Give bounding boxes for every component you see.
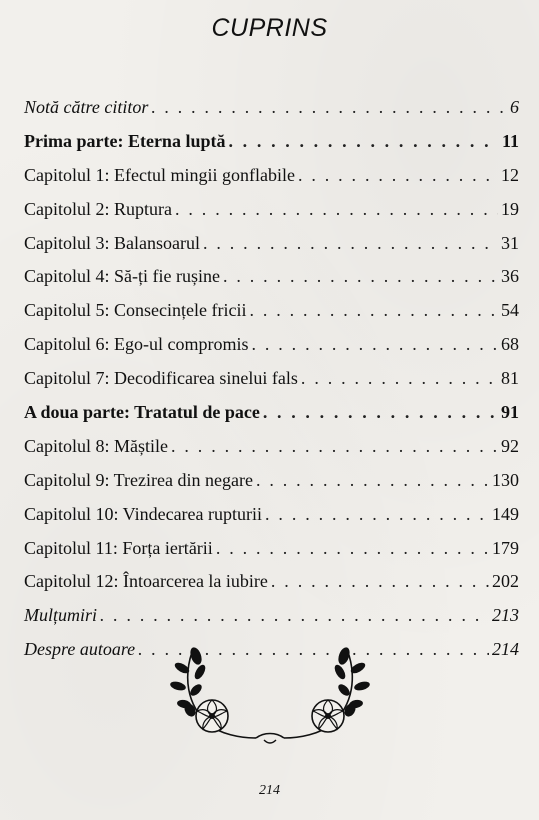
toc-entry-page: 19: [501, 198, 519, 219]
toc-entry[interactable]: [24, 504, 519, 538]
toc-entry-page: 54: [501, 300, 519, 321]
table-of-contents: [24, 97, 519, 673]
dot-leader: [301, 368, 498, 389]
floral-wreath-icon: [160, 646, 380, 746]
toc-entry-label: Prima parte: Eterna luptă: [24, 130, 226, 151]
dot-leader: [228, 131, 499, 152]
toc-entry-page: 68: [501, 334, 519, 355]
toc-entry-page: 214: [492, 639, 519, 660]
toc-entry-label: Capitolul 1: Efectul mingii gonflabile: [24, 164, 295, 185]
toc-entry-label: Capitolul 7: Decodificarea sinelui fals: [24, 368, 298, 389]
toc-entry-page: 36: [501, 266, 519, 287]
toc-entry[interactable]: [24, 470, 519, 504]
toc-entry[interactable]: [24, 368, 519, 402]
toc-entry-label: Capitolul 12: Întoarcerea la iubire: [24, 571, 268, 592]
dot-leader: [223, 266, 498, 287]
toc-entry-page: 6: [510, 97, 519, 117]
toc-entry-page: 149: [492, 503, 519, 524]
toc-entry-label: Capitolul 4: Să-ți fie rușine: [24, 266, 220, 287]
toc-entry-label: Capitolul 11: Forța iertării: [24, 537, 213, 558]
toc-entry-page: 11: [501, 130, 519, 151]
toc-entry-page: 213: [492, 605, 519, 626]
toc-entry[interactable]: [24, 131, 519, 165]
toc-entry-label: Mulțumiri: [24, 605, 98, 626]
dot-leader: [263, 402, 498, 423]
toc-entry-label: Capitolul 10: Vindecarea rupturii: [24, 503, 263, 524]
toc-entry[interactable]: [24, 571, 519, 605]
dot-leader: [216, 538, 489, 559]
toc-entry[interactable]: [24, 538, 519, 572]
dot-leader: [249, 300, 498, 321]
dot-leader: [171, 436, 498, 457]
toc-entry[interactable]: [24, 233, 519, 267]
toc-entry-label: Capitolul 8: Măștile: [24, 435, 168, 456]
dot-leader: [100, 605, 489, 626]
page-title: CUPRINS: [211, 14, 328, 42]
toc-entry-label: Capitolul 5: Consecințele fricii: [24, 300, 247, 321]
toc-entry-page: 202: [492, 571, 519, 592]
toc-entry[interactable]: [24, 300, 519, 334]
toc-entry-label: Capitolul 3: Balansoarul: [24, 232, 200, 253]
toc-entry[interactable]: [24, 199, 519, 233]
page-number: 214: [259, 783, 280, 798]
toc-entry-page: 12: [501, 164, 519, 185]
toc-entry-page: 31: [501, 232, 519, 253]
toc-entry-label: Capitolul 9: Trezirea din negare: [24, 469, 253, 490]
toc-entry-label: Notă către cititor: [24, 97, 149, 117]
toc-entry[interactable]: [24, 97, 519, 131]
dot-leader: [271, 571, 489, 592]
toc-entry-page: 130: [492, 469, 519, 490]
toc-entry[interactable]: [24, 334, 519, 368]
toc-entry[interactable]: [24, 165, 519, 199]
dot-leader: [256, 470, 489, 491]
toc-entry-label: Capitolul 2: Ruptura: [24, 198, 172, 219]
toc-entry-page: 92: [501, 435, 519, 456]
toc-entry[interactable]: [24, 266, 519, 300]
toc-entry-page: 91: [501, 402, 519, 423]
toc-entry[interactable]: [24, 402, 519, 436]
dot-leader: [203, 233, 498, 254]
toc-entry-label: A doua parte: Tratatul de pace: [24, 402, 260, 423]
dot-leader: [175, 199, 498, 220]
toc-entry[interactable]: [24, 605, 519, 639]
toc-entry-page: 179: [492, 537, 519, 558]
dot-leader: [251, 334, 498, 355]
dot-leader: [151, 97, 507, 118]
toc-entry-label: Despre autoare: [24, 639, 136, 660]
toc-entry-label: Capitolul 6: Ego-ul compromis: [24, 334, 249, 355]
toc-entry[interactable]: [24, 436, 519, 470]
dot-leader: [265, 504, 489, 525]
dot-leader: [298, 165, 498, 186]
toc-entry-page: 81: [501, 368, 519, 389]
